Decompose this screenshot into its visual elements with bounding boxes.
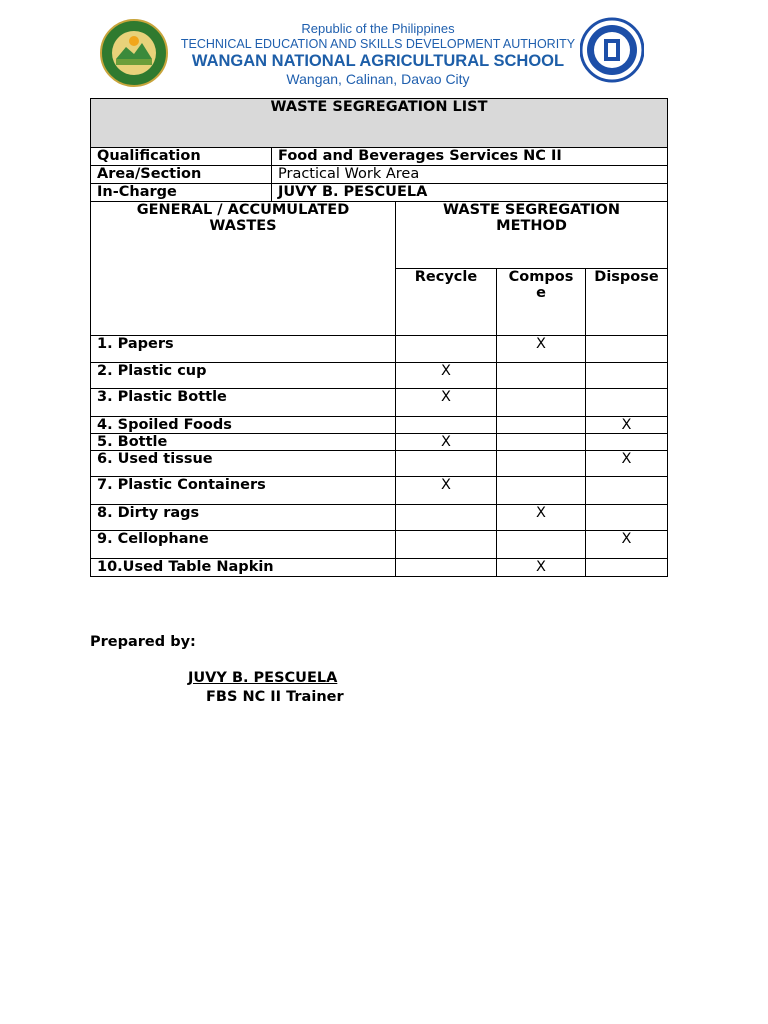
- column-header-compose-label: Compose: [508, 269, 574, 301]
- compose-mark: [497, 477, 586, 505]
- compose-mark: [497, 531, 586, 559]
- waste-item: 1. Papers: [91, 336, 396, 363]
- waste-segregation-table: [90, 98, 668, 577]
- waste-item: 7. Plastic Containers: [91, 477, 396, 505]
- header-agency: TECHNICAL EDUCATION AND SKILLS DEVELOPMENT AUTHORITY: [180, 37, 576, 51]
- info-row-area: [91, 166, 668, 184]
- recycle-mark: X: [396, 363, 497, 389]
- waste-item: 5. Bottle: [91, 434, 396, 451]
- recycle-mark: [396, 336, 497, 363]
- table-row: [91, 417, 668, 434]
- school-seal-icon: [100, 19, 168, 87]
- preparer-name: JUVY B. PESCUELA: [188, 670, 338, 686]
- dispose-mark: [586, 559, 668, 577]
- table-row: [91, 389, 668, 417]
- table-row: [91, 477, 668, 505]
- waste-item: 3. Plastic Bottle: [91, 389, 396, 417]
- table-title: WASTE SEGREGATION LIST: [91, 99, 668, 148]
- compose-mark: X: [497, 336, 586, 363]
- general-wastes-header-label: GENERAL / ACCUMULATED WASTES: [136, 202, 350, 234]
- info-row-qualification: [91, 148, 668, 166]
- table-row: [91, 559, 668, 577]
- dispose-mark: X: [586, 531, 668, 559]
- recycle-mark: X: [396, 434, 497, 451]
- info-value: Food and Beverages Services NC II: [272, 148, 668, 166]
- dispose-mark: [586, 389, 668, 417]
- dispose-mark: X: [586, 451, 668, 477]
- table-row: [91, 336, 668, 363]
- header-address: Wangan, Calinan, Davao City: [286, 71, 470, 87]
- compose-mark: [497, 417, 586, 434]
- waste-item: 10.Used Table Napkin: [91, 559, 396, 577]
- dispose-mark: [586, 477, 668, 505]
- compose-mark: [497, 389, 586, 417]
- table-row: [91, 363, 668, 389]
- table-row: [91, 451, 668, 477]
- compose-mark: X: [497, 505, 586, 531]
- waste-item: 2. Plastic cup: [91, 363, 396, 389]
- compose-mark: X: [497, 559, 586, 577]
- preparer-role: FBS NC II Trainer: [206, 689, 344, 705]
- info-label: Qualification: [91, 148, 272, 166]
- general-wastes-header: [91, 202, 396, 336]
- header-school-name: WANGAN NATIONAL AGRICULTURAL SCHOOL: [191, 52, 565, 70]
- tesda-seal-icon: [580, 17, 644, 83]
- recycle-mark: [396, 505, 497, 531]
- method-header: [396, 202, 668, 269]
- compose-mark: [497, 363, 586, 389]
- column-header-recycle: Recycle: [396, 269, 497, 336]
- info-label: Area/Section: [91, 166, 272, 184]
- recycle-mark: [396, 531, 497, 559]
- dispose-mark: [586, 336, 668, 363]
- info-value: JUVY B. PESCUELA: [272, 184, 668, 202]
- dispose-mark: [586, 434, 668, 451]
- column-header-compose: [497, 269, 586, 336]
- method-header-label: WASTE SEGREGATION METHOD: [443, 202, 620, 234]
- recycle-mark: X: [396, 389, 497, 417]
- waste-item: 8. Dirty rags: [91, 505, 396, 531]
- waste-item: 4. Spoiled Foods: [91, 417, 396, 434]
- recycle-mark: [396, 559, 497, 577]
- column-header-dispose: Dispose: [586, 269, 668, 336]
- compose-mark: [497, 434, 586, 451]
- dispose-mark: X: [586, 417, 668, 434]
- dispose-mark: [586, 505, 668, 531]
- recycle-mark: [396, 417, 497, 434]
- info-label: In-Charge: [91, 184, 272, 202]
- prepared-by-label: Prepared by:: [90, 634, 196, 650]
- table-row: [91, 531, 668, 559]
- info-value: Practical Work Area: [272, 166, 668, 184]
- table-row: [91, 505, 668, 531]
- compose-mark: [497, 451, 586, 477]
- dispose-mark: [586, 363, 668, 389]
- waste-item: 6. Used tissue: [91, 451, 396, 477]
- info-row-in-charge: [91, 184, 668, 202]
- header-republic: Republic of the Philippines: [301, 21, 455, 36]
- table-row: [91, 434, 668, 451]
- recycle-mark: X: [396, 477, 497, 505]
- recycle-mark: [396, 451, 497, 477]
- waste-item: 9. Cellophane: [91, 531, 396, 559]
